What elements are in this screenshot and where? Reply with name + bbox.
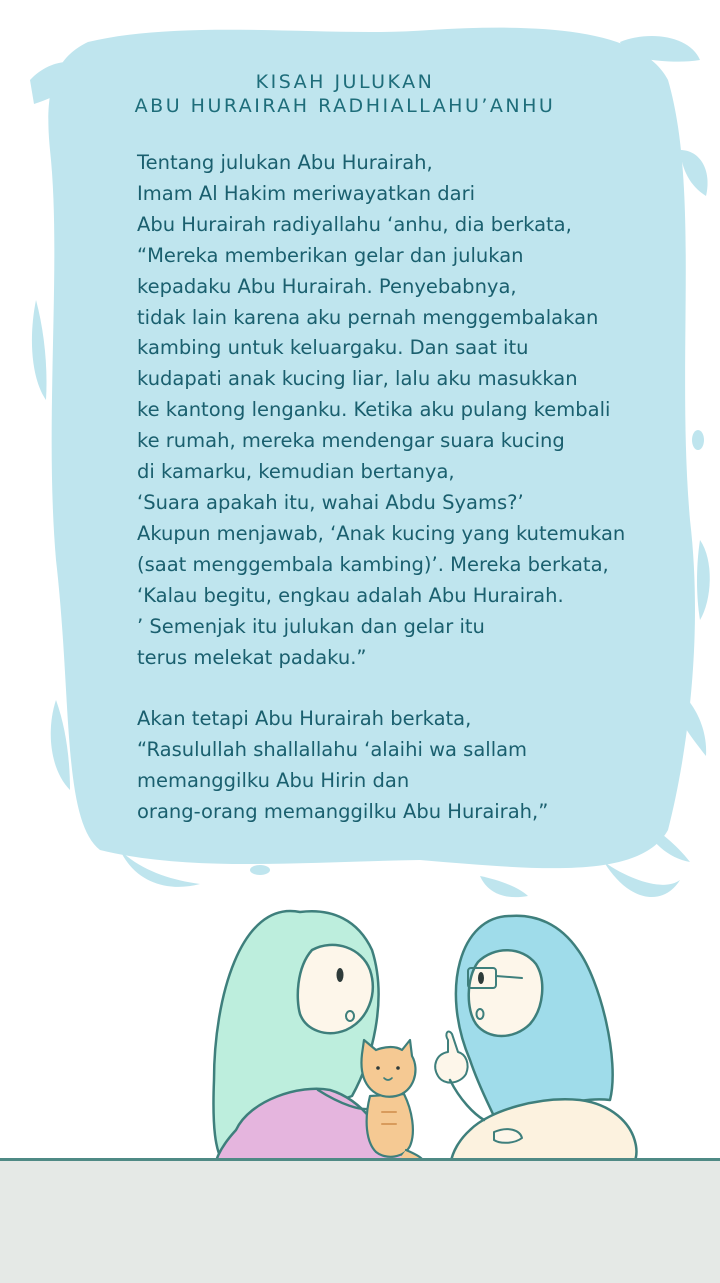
story-line: Imam Al Hakim meriwayatkan dari [137,181,476,205]
story-line: di kamarku, kemudian bertanya, [137,460,455,484]
story-line: ke rumah, mereka mendengar suara kucing [137,429,565,453]
story-line: Akupun menjawab, ‘Anak kucing yang kutemukan [137,521,626,545]
story-line: kambing untuk keluargaku. Dan saat itu [137,336,529,360]
story-line: orang-orang memanggilku Abu Hurairah,” [137,800,549,824]
story-line: (saat menggembala kambing)’. Mereka berkata, [137,552,609,576]
story-line: “Mereka memberikan gelar dan julukan [137,243,524,267]
story-line: ke kantong lenganku. Ketika aku pulang kembali [137,398,611,422]
story-line: “Rasulullah shallallahu ‘alaihi wa sallam [137,738,528,762]
story-line: Abu Hurairah radiyallahu ‘anhu, dia berkata, [137,212,572,236]
story-line: ‘Kalau begitu, engkau adalah Abu Hurairah. [137,583,564,607]
story-line: ’ Semenjak itu julukan dan gelar itu [137,614,485,638]
title-line-1: KISAH JULUKAN [255,71,435,93]
story-line: Tentang julukan Abu Hurairah, [137,151,433,174]
story-line: terus melekat padaku.” [137,645,367,669]
story-line: tidak lain karena aku pernah menggembalakan [137,305,599,329]
story-text [137,148,677,828]
story-line: memanggilku Abu Hirin dan [137,769,410,793]
story-line: kudapati anak kucing liar, lalu aku masukkan [137,367,578,391]
paragraph-gap [137,673,677,704]
story-line: Akan tetapi Abu Hurairah berkata, [137,707,472,731]
floor [0,1158,720,1283]
title-line-2: ABU HURAIRAH RADHIALLAHU’ANHU [134,95,556,117]
story-line: kepadaku Abu Hurairah. Penyebabnya, [137,274,517,298]
story-line: ‘Suara apakah itu, wahai Abdu Syams?’ [137,490,524,514]
